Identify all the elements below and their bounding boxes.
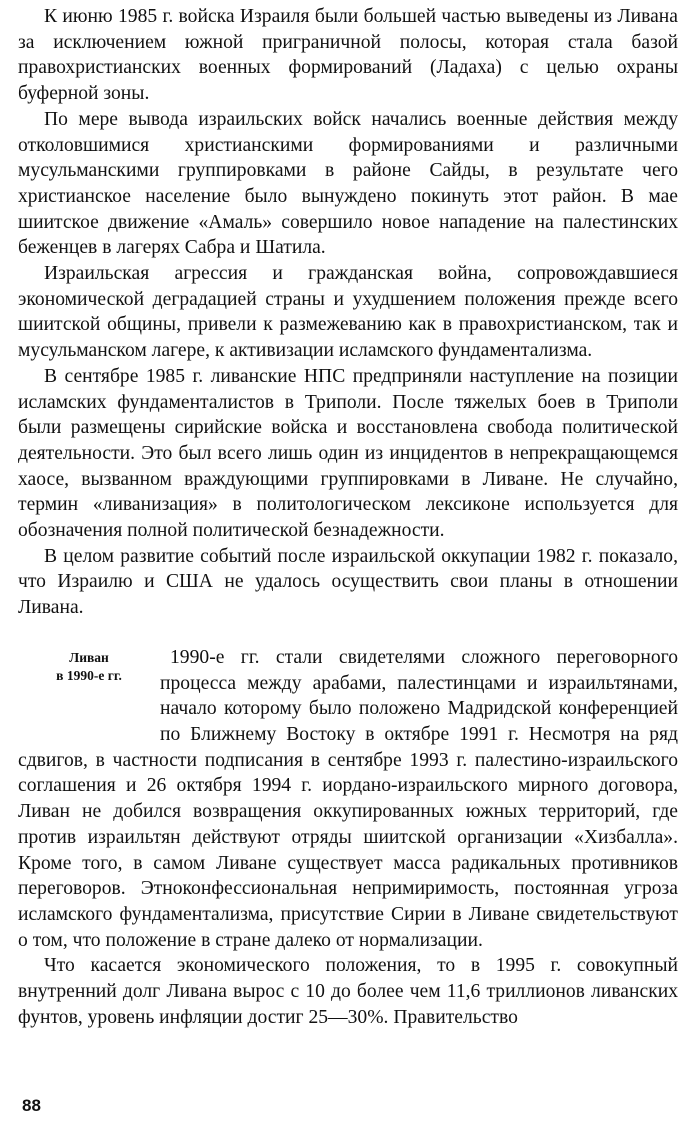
side-heading-line1: Ливан — [69, 649, 109, 665]
paragraph: В целом развитие событий после израильской оккупации 1982 г. показало, что Израилю и США не удалось осуществить свои планы в отношении Ливана. — [18, 545, 678, 619]
page-number: 88 — [22, 1096, 41, 1115]
page-body — [18, 4, 678, 1030]
section-gap — [18, 621, 678, 645]
paragraph: Что касается экономического положения, то в 1995 г. совокупный внутренний долг Ливана вырос с 10 до более чем 11,6 триллионов ливанских фунтов, уровень инфляции достиг 25—30%. Правительство — [18, 955, 678, 1028]
section-lebanon-1990s — [18, 645, 678, 1031]
paragraph: 1990-е гг. стали свидетелями сложного переговорного процесса между арабами, палестинцами и израильтянами, начало которому было положено Мадридской конференцией по Ближнему Востоку в октябре 1991 г. Несмотря на ряд сдвигов, в частности подписания в сентябре 1993 г. палестино-израильского соглашения и 26 октября 1994 г. иордано-израильского мирного договора, Ливан не добился возвращения оккупированных южных территорий, где против израильтян действуют отряды шиитской организации «Хизбалла». Кроме того, в самом Ливане существует масса радикальных противников переговоров. Этноконфессиональная непримиримость, постоянная угроза исламского фундаментализма, присутствие Сирии в Ливане свидетельствуют о том, что положение в стране далеко от нормализации. — [18, 646, 678, 951]
paragraph: По мере вывода израильских войск начались военные действия между отколовшимися христианскими формированиями и различными мусульманскими группировками в районе Сайды, в результате чего христианское население было вынуждено покинуть этот район. В мае шиитское движение «Амаль» совершило новое нападение на палестинских беженцев в лагерях Сабра и Шатила. — [18, 108, 678, 259]
paragraph: В сентябре 1985 г. ливанские НПС предприняли наступление на позиции исламских фундаменталистов в Триполи. После тяжелых боев в Триполи были размещены сирийские войска и восстановлена свобода политической деятельности. Это был всего лишь один из инцидентов в непрекращающемся хаосе, вызванном враждующими группировками в Ливане. Не случайно, термин «ливанизация» в политологическом лексиконе используется для обозначения полной политической безнадежности. — [18, 365, 678, 542]
side-heading — [18, 649, 160, 727]
side-heading-line2: в 1990-е гг. — [56, 667, 122, 683]
paragraph: К июню 1985 г. войска Израиля были большей частью выведены из Ливана за исключением южной приграничной полосы, которая стала базой правохристианских военных формирований (Ладаха) с целью охраны буферной зоны. — [18, 6, 678, 105]
paragraph: Израильская агрессия и гражданская война, сопровождавшиеся экономической деградацией страны и ухудшением положения прежде всего шиитской общины, привели к размежеванию как в правохристианском, так и мусульманском лагере, к активизации исламского фундаментализма. — [18, 263, 678, 362]
